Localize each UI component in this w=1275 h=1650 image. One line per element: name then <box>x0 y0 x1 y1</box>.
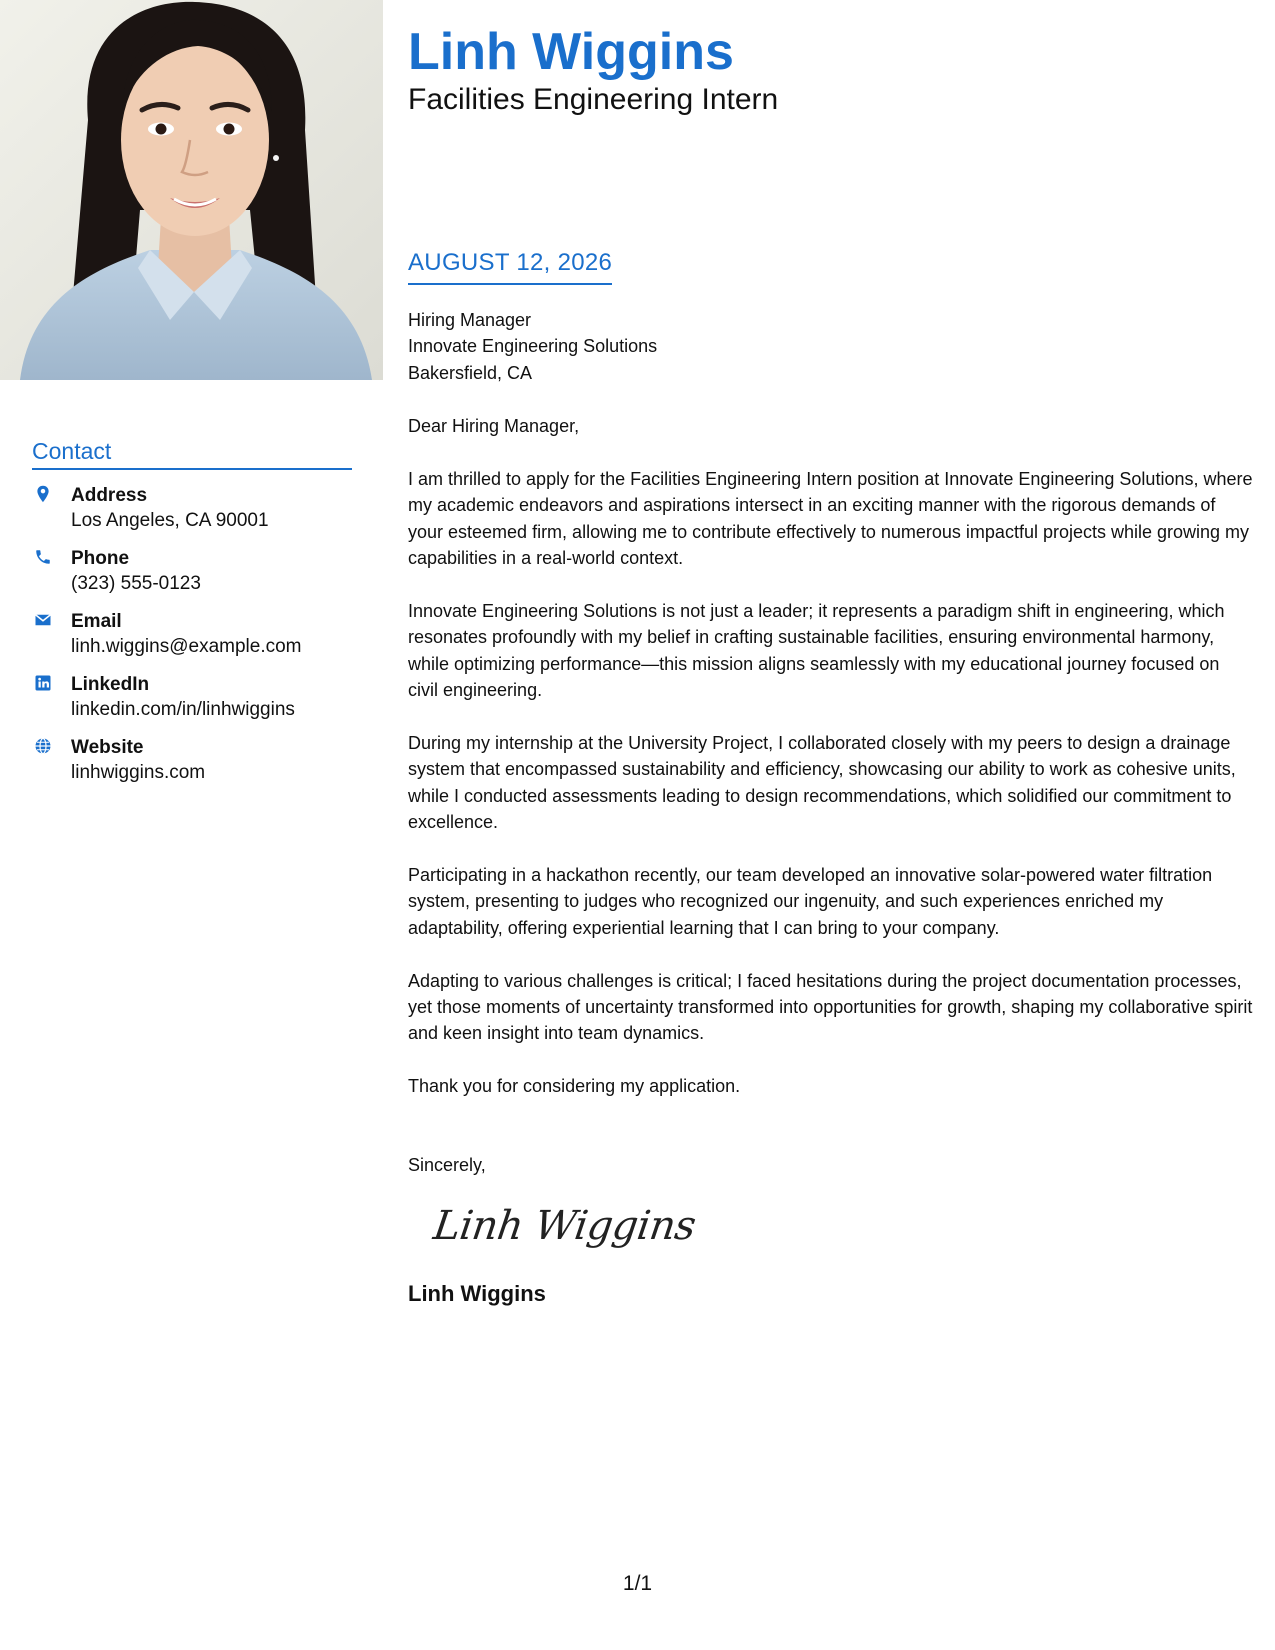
recipient-title: Hiring Manager <box>408 310 532 330</box>
letter-paragraph: I am thrilled to apply for the Facilities Engineering Intern position at Innovate Engineering Solutions, where my academic endeavors and aspirations intersect in an exciting manner with the rigorous demands of your esteemed firm, allowing me to contribute effectively to numerous impactful projects while growing my capabilities in a real-world context. <box>408 469 1253 569</box>
contact-item-address <box>32 484 352 534</box>
handwritten-signature: Linh Wiggins <box>430 1203 699 1250</box>
email-value[interactable]: linh.wiggins@example.com <box>71 636 302 657</box>
recipient-block <box>408 307 1253 386</box>
phone-value: (323) 555-0123 <box>71 573 201 594</box>
contact-item-phone <box>32 547 352 597</box>
applicant-name: Linh Wiggins <box>408 23 734 81</box>
applicant-role: Facilities Engineering Intern <box>408 83 779 116</box>
contact-item-email <box>32 610 352 660</box>
contact-item-website <box>32 736 352 786</box>
signer-name: Linh Wiggins <box>408 1281 546 1307</box>
contact-section <box>32 436 352 786</box>
envelope-icon <box>34 611 52 629</box>
letter-paragraph: Participating in a hackathon recently, our team developed an innovative solar-powered water filtration system, presenting to judges who recognized our ingenuity, and such experiences enriched my adaptability, offering experiential learning that I can bring to your company. <box>408 865 1213 938</box>
letter-paragraph: During my internship at the University Project, I collaborated closely with my peers to design a drainage system that encompassed sustainability and efficiency, showcasing our ability to work as cohesive units, while I conducted assessments leading to design recommendations, which solidified our commitment to excellence. <box>408 733 1236 833</box>
profile-photo <box>0 0 383 380</box>
linkedin-value[interactable]: linkedin.com/in/linhwiggins <box>71 699 295 720</box>
linkedin-icon <box>34 674 52 692</box>
header <box>408 22 1248 118</box>
contact-label: Website <box>71 737 144 758</box>
phone-icon <box>34 548 52 566</box>
page-number: 1/1 <box>622 1572 653 1595</box>
contact-label: Email <box>71 611 122 632</box>
website-value[interactable]: linhwiggins.com <box>71 762 206 783</box>
contact-label: Phone <box>71 548 130 569</box>
contact-heading: Contact <box>32 436 352 470</box>
letter-paragraph: Innovate Engineering Solutions is not just a leader; it represents a paradigm shift in engineering, which resonates profoundly with my belief in crafting sustainable facilities, ensuring environmental harmony, while optimizing performance—this mission aligns seamlessly with my educational journey focused on civil engineering. <box>408 601 1225 701</box>
map-pin-icon <box>34 485 52 503</box>
contact-label: LinkedIn <box>71 674 150 695</box>
recipient-location: Bakersfield, CA <box>408 362 533 383</box>
letter-paragraph: Adapting to various challenges is critical; I faced hesitations during the project documentation processes, yet those moments of uncertainty transformed into opportunities for growth, shaping my collaborative spirit and keen insight into team dynamics. <box>408 970 1253 1044</box>
letter-date: AUGUST 12, 2026 <box>408 248 612 285</box>
contact-label: Address <box>71 485 148 506</box>
contact-item-linkedin <box>32 673 352 723</box>
letter-body <box>408 307 1253 1308</box>
address-value: Los Angeles, CA 90001 <box>71 510 269 531</box>
letter-paragraph: Thank you for considering my application. <box>408 1076 741 1097</box>
salutation: Dear Hiring Manager, <box>408 416 580 437</box>
closing: Sincerely, <box>408 1154 486 1175</box>
recipient-company: Innovate Engineering Solutions <box>408 336 658 357</box>
globe-icon <box>34 737 52 755</box>
